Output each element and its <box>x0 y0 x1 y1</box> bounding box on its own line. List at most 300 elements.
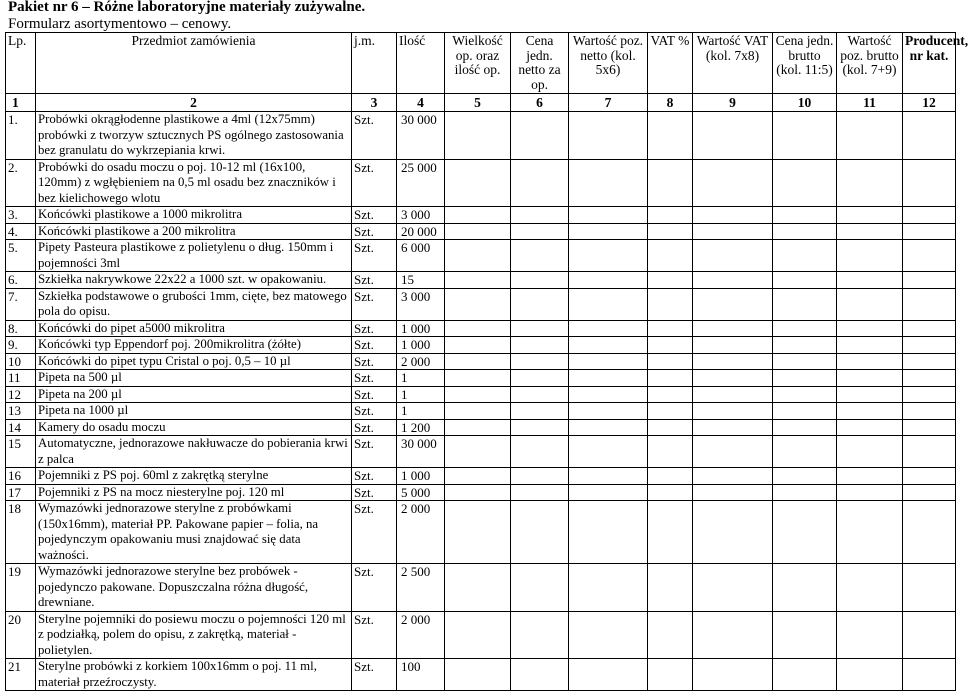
net-value-cell <box>569 223 648 240</box>
column-number: 3 <box>352 94 397 112</box>
item-description: Końcówki do pipet typu Cristal o poj. 0,5 – 10 µl <box>36 353 352 370</box>
net-value-cell <box>569 337 648 354</box>
row-number: 19 <box>6 564 36 612</box>
package-size-cell <box>445 419 511 436</box>
row-number: 1. <box>6 112 36 160</box>
package-size-cell <box>445 611 511 659</box>
row-number: 21 <box>6 659 36 691</box>
vat-value-cell <box>693 207 773 224</box>
gross-value-cell <box>837 501 903 564</box>
unit-of-measure: Szt. <box>352 112 397 160</box>
net-value-cell <box>569 403 648 420</box>
producer-cell <box>903 112 956 160</box>
producer-cell <box>903 207 956 224</box>
row-number: 12 <box>6 386 36 403</box>
package-size-cell <box>445 240 511 272</box>
table-row <box>6 659 956 691</box>
item-description: Automatyczne, jednorazowe nakłuwacze do pobierania krwi z palca <box>36 436 352 468</box>
row-number: 3. <box>6 207 36 224</box>
unit-of-measure: Szt. <box>352 337 397 354</box>
gross-value-cell <box>837 207 903 224</box>
package-size-cell <box>445 320 511 337</box>
gross-value-cell <box>837 659 903 691</box>
unit-gross-price-cell <box>773 159 837 207</box>
gross-value-cell <box>837 564 903 612</box>
unit-net-price-cell <box>511 320 569 337</box>
producer-cell <box>903 436 956 468</box>
producer-cell <box>903 484 956 501</box>
producer-cell <box>903 337 956 354</box>
table-row <box>6 159 956 207</box>
gross-value-cell <box>837 288 903 320</box>
table-row <box>6 611 956 659</box>
item-description: Pipeta na 1000 µl <box>36 403 352 420</box>
package-size-cell <box>445 337 511 354</box>
vat-rate-cell <box>648 288 693 320</box>
quantity: 1 200 <box>397 419 445 436</box>
row-number: 8. <box>6 320 36 337</box>
unit-net-price-cell <box>511 564 569 612</box>
header-quantity: Ilość <box>397 33 445 94</box>
item-description: Końcówki plastikowe a 1000 mikrolitra <box>36 207 352 224</box>
table-row <box>6 386 956 403</box>
column-number: 4 <box>397 94 445 112</box>
vat-rate-cell <box>648 112 693 160</box>
vat-rate-cell <box>648 207 693 224</box>
package-size-cell <box>445 272 511 289</box>
quantity: 2 500 <box>397 564 445 612</box>
quantity: 30 000 <box>397 436 445 468</box>
net-value-cell <box>569 419 648 436</box>
header-vat-value: Wartość VAT (kol. 7x8) <box>693 33 773 94</box>
gross-value-cell <box>837 419 903 436</box>
item-description: Probówki okrągłodenne plastikowe a 4ml (12x75mm) probówki z tworzyw sztucznych PS ogólnego zastosowania bez granulatu do wykrzepiania krwi. <box>36 112 352 160</box>
unit-net-price-cell <box>511 337 569 354</box>
row-number: 2. <box>6 159 36 207</box>
item-description: Kamery do osadu moczu <box>36 419 352 436</box>
unit-of-measure: Szt. <box>352 419 397 436</box>
unit-gross-price-cell <box>773 564 837 612</box>
gross-value-cell <box>837 337 903 354</box>
item-description: Probówki do osadu moczu o poj. 10-12 ml (16x100, 120mm) z wgłębieniem na 0,5 ml osadu bez znaczników i bez kielichowego wlotu <box>36 159 352 207</box>
item-description: Wymazówki jednorazowe sterylne z probówkami (150x16mm), materiał PP. Pakowane papier – folia, na pojedynczym opakowaniu musi znajdować się data ważności. <box>36 501 352 564</box>
item-description: Sterylne pojemniki do posiewu moczu o pojemności 120 ml z podziałką, polem do opisu, z zakrętką, materiał - polietylen. <box>36 611 352 659</box>
unit-gross-price-cell <box>773 353 837 370</box>
header-lp: Lp. <box>6 33 36 94</box>
item-description: Pipeta na 500 µl <box>36 370 352 387</box>
unit-gross-price-cell <box>773 288 837 320</box>
unit-gross-price-cell <box>773 272 837 289</box>
table-row <box>6 419 956 436</box>
vat-value-cell <box>693 112 773 160</box>
item-description: Pojemniki z PS na mocz niesterylne poj. 120 ml <box>36 484 352 501</box>
unit-net-price-cell <box>511 403 569 420</box>
column-number: 1 <box>6 94 36 112</box>
unit-gross-price-cell <box>773 320 837 337</box>
unit-of-measure: Szt. <box>352 403 397 420</box>
producer-cell <box>903 240 956 272</box>
table-row <box>6 403 956 420</box>
vat-value-cell <box>693 419 773 436</box>
unit-of-measure: Szt. <box>352 320 397 337</box>
unit-of-measure: Szt. <box>352 468 397 485</box>
producer-cell <box>903 564 956 612</box>
net-value-cell <box>569 320 648 337</box>
column-numbers-row <box>6 94 956 112</box>
table-row <box>6 468 956 485</box>
producer-cell <box>903 320 956 337</box>
gross-value-cell <box>837 370 903 387</box>
package-size-cell <box>445 353 511 370</box>
header-vat-rate: VAT % <box>648 33 693 94</box>
quantity: 15 <box>397 272 445 289</box>
unit-gross-price-cell <box>773 484 837 501</box>
vat-value-cell <box>693 223 773 240</box>
producer-cell <box>903 370 956 387</box>
unit-net-price-cell <box>511 112 569 160</box>
vat-rate-cell <box>648 353 693 370</box>
vat-value-cell <box>693 353 773 370</box>
table-row <box>6 337 956 354</box>
column-number: 9 <box>693 94 773 112</box>
price-form-table <box>5 32 968 691</box>
vat-rate-cell <box>648 501 693 564</box>
unit-of-measure: Szt. <box>352 223 397 240</box>
gross-value-cell <box>837 223 903 240</box>
producer-cell <box>903 288 956 320</box>
producer-cell <box>903 403 956 420</box>
package-size-cell <box>445 112 511 160</box>
table-row <box>6 320 956 337</box>
table-row <box>6 288 956 320</box>
package-size-cell <box>445 370 511 387</box>
table-row <box>6 436 956 468</box>
package-size-cell <box>445 659 511 691</box>
unit-net-price-cell <box>511 436 569 468</box>
vat-value-cell <box>693 159 773 207</box>
quantity: 2 000 <box>397 501 445 564</box>
quantity: 20 000 <box>397 223 445 240</box>
unit-gross-price-cell <box>773 501 837 564</box>
package-size-cell <box>445 564 511 612</box>
table-row <box>6 353 956 370</box>
quantity: 30 000 <box>397 112 445 160</box>
quantity: 1 000 <box>397 337 445 354</box>
vat-rate-cell <box>648 272 693 289</box>
unit-of-measure: Szt. <box>352 611 397 659</box>
package-size-cell <box>445 159 511 207</box>
unit-net-price-cell <box>511 484 569 501</box>
item-description: Wymazówki jednorazowe sterylne bez probówek - pojedynczo pakowane. Dopuszczalna różna długość, drewniane. <box>36 564 352 612</box>
row-number: 10 <box>6 353 36 370</box>
package-size-cell <box>445 436 511 468</box>
unit-net-price-cell <box>511 207 569 224</box>
net-value-cell <box>569 288 648 320</box>
row-number: 13 <box>6 403 36 420</box>
vat-value-cell <box>693 564 773 612</box>
table-row <box>6 207 956 224</box>
unit-of-measure: Szt. <box>352 288 397 320</box>
unit-of-measure: Szt. <box>352 386 397 403</box>
vat-rate-cell <box>648 419 693 436</box>
package-size-cell <box>445 484 511 501</box>
quantity: 25 000 <box>397 159 445 207</box>
table-row <box>6 484 956 501</box>
table-row <box>6 564 956 612</box>
gross-value-cell <box>837 272 903 289</box>
vat-rate-cell <box>648 159 693 207</box>
producer-cell <box>903 223 956 240</box>
column-number: 5 <box>445 94 511 112</box>
unit-gross-price-cell <box>773 223 837 240</box>
net-value-cell <box>569 611 648 659</box>
row-number: 5. <box>6 240 36 272</box>
vat-value-cell <box>693 611 773 659</box>
quantity: 1 <box>397 403 445 420</box>
producer-cell <box>903 353 956 370</box>
unit-of-measure: Szt. <box>352 564 397 612</box>
package-size-cell <box>445 288 511 320</box>
unit-of-measure: Szt. <box>352 484 397 501</box>
vat-value-cell <box>693 484 773 501</box>
column-number: 11 <box>837 94 903 112</box>
unit-of-measure: Szt. <box>352 501 397 564</box>
quantity: 6 000 <box>397 240 445 272</box>
header-net-value: Wartość poz. netto (kol. 5x6) <box>569 33 648 94</box>
vat-rate-cell <box>648 468 693 485</box>
table-row <box>6 223 956 240</box>
unit-of-measure: Szt. <box>352 272 397 289</box>
gross-value-cell <box>837 240 903 272</box>
vat-value-cell <box>693 386 773 403</box>
vat-rate-cell <box>648 370 693 387</box>
net-value-cell <box>569 386 648 403</box>
package-size-cell <box>445 223 511 240</box>
unit-gross-price-cell <box>773 468 837 485</box>
package-size-cell <box>445 386 511 403</box>
item-description: Szkiełka podstawowe o grubości 1mm, cięte, bez matowego pola do opisu. <box>36 288 352 320</box>
header-row <box>6 33 956 94</box>
vat-rate-cell <box>648 659 693 691</box>
unit-of-measure: Szt. <box>352 207 397 224</box>
vat-value-cell <box>693 288 773 320</box>
unit-gross-price-cell <box>773 403 837 420</box>
unit-net-price-cell <box>511 419 569 436</box>
unit-of-measure: Szt. <box>352 240 397 272</box>
gross-value-cell <box>837 159 903 207</box>
unit-gross-price-cell <box>773 240 837 272</box>
package-size-cell <box>445 207 511 224</box>
header-item: Przedmiot zamówienia <box>36 33 352 94</box>
vat-value-cell <box>693 272 773 289</box>
header-package-size: Wielkość op. oraz ilość op. <box>445 33 511 94</box>
row-number: 11 <box>6 370 36 387</box>
gross-value-cell <box>837 403 903 420</box>
net-value-cell <box>569 207 648 224</box>
quantity: 1 <box>397 370 445 387</box>
vat-rate-cell <box>648 386 693 403</box>
vat-value-cell <box>693 468 773 485</box>
vat-rate-cell <box>648 484 693 501</box>
quantity: 1 000 <box>397 320 445 337</box>
quantity: 2 000 <box>397 611 445 659</box>
net-value-cell <box>569 484 648 501</box>
unit-of-measure: Szt. <box>352 659 397 691</box>
producer-cell <box>903 419 956 436</box>
net-value-cell <box>569 240 648 272</box>
producer-cell <box>903 659 956 691</box>
row-number: 17 <box>6 484 36 501</box>
item-description: Końcówki typ Eppendorf poj. 200mikrolitra (żółte) <box>36 337 352 354</box>
row-number: 18 <box>6 501 36 564</box>
producer-cell <box>903 501 956 564</box>
column-number: 2 <box>36 94 352 112</box>
unit-gross-price-cell <box>773 207 837 224</box>
unit-net-price-cell <box>511 288 569 320</box>
quantity: 5 000 <box>397 484 445 501</box>
unit-gross-price-cell <box>773 337 837 354</box>
item-description: Końcówki plastikowe a 200 mikrolitra <box>36 223 352 240</box>
row-number: 16 <box>6 468 36 485</box>
vat-value-cell <box>693 337 773 354</box>
unit-net-price-cell <box>511 386 569 403</box>
quantity: 3 000 <box>397 288 445 320</box>
vat-rate-cell <box>648 223 693 240</box>
producer-cell <box>903 159 956 207</box>
net-value-cell <box>569 564 648 612</box>
header-gross-value: Wartość poz. brutto (kol. 7+9) <box>837 33 903 94</box>
gross-value-cell <box>837 112 903 160</box>
vat-value-cell <box>693 659 773 691</box>
gross-value-cell <box>837 436 903 468</box>
unit-of-measure: Szt. <box>352 159 397 207</box>
package-size-cell <box>445 501 511 564</box>
vat-rate-cell <box>648 403 693 420</box>
header-unit-net-price: Cena jedn. netto za op. <box>511 33 569 94</box>
document-subtitle: Formularz asortymentowo – cenowy. <box>8 16 232 32</box>
net-value-cell <box>569 159 648 207</box>
header-producer: Producent, nr kat. <box>903 33 956 94</box>
row-number: 20 <box>6 611 36 659</box>
gross-value-cell <box>837 611 903 659</box>
net-value-cell <box>569 272 648 289</box>
vat-rate-cell <box>648 436 693 468</box>
unit-gross-price-cell <box>773 436 837 468</box>
item-description: Końcówki do pipet a5000 mikrolitra <box>36 320 352 337</box>
header-unit-gross-price: Cena jedn. brutto (kol. 11:5) <box>773 33 837 94</box>
item-description: Sterylne probówki z korkiem 100x16mm o poj. 11 ml, materiał przeźroczysty. <box>36 659 352 691</box>
row-number: 14 <box>6 419 36 436</box>
gross-value-cell <box>837 468 903 485</box>
producer-cell <box>903 468 956 485</box>
column-number: 10 <box>773 94 837 112</box>
unit-of-measure: Szt. <box>352 353 397 370</box>
column-number: 6 <box>511 94 569 112</box>
unit-net-price-cell <box>511 468 569 485</box>
producer-cell <box>903 272 956 289</box>
row-number: 6. <box>6 272 36 289</box>
net-value-cell <box>569 112 648 160</box>
package-size-cell <box>445 403 511 420</box>
unit-gross-price-cell <box>773 370 837 387</box>
quantity: 1 <box>397 386 445 403</box>
item-description: Pipety Pasteura plastikowe z polietylenu o dług. 150mm i pojemności 3ml <box>36 240 352 272</box>
quantity: 1 000 <box>397 468 445 485</box>
row-number: 15 <box>6 436 36 468</box>
unit-net-price-cell <box>511 159 569 207</box>
gross-value-cell <box>837 320 903 337</box>
unit-of-measure: Szt. <box>352 370 397 387</box>
quantity: 2 000 <box>397 353 445 370</box>
unit-net-price-cell <box>511 659 569 691</box>
producer-cell <box>903 386 956 403</box>
vat-rate-cell <box>648 611 693 659</box>
net-value-cell <box>569 436 648 468</box>
quantity: 3 000 <box>397 207 445 224</box>
vat-value-cell <box>693 370 773 387</box>
gross-value-cell <box>837 484 903 501</box>
table-row <box>6 272 956 289</box>
unit-net-price-cell <box>511 272 569 289</box>
column-number: 7 <box>569 94 648 112</box>
table-row <box>6 501 956 564</box>
unit-net-price-cell <box>511 223 569 240</box>
item-description: Szkiełka nakrywkowe 22x22 a 1000 szt. w opakowaniu. <box>36 272 352 289</box>
unit-gross-price-cell <box>773 112 837 160</box>
package-size-cell <box>445 468 511 485</box>
unit-gross-price-cell <box>773 659 837 691</box>
net-value-cell <box>569 353 648 370</box>
unit-net-price-cell <box>511 370 569 387</box>
vat-value-cell <box>693 501 773 564</box>
column-number: 12 <box>903 94 956 112</box>
gross-value-cell <box>837 353 903 370</box>
unit-net-price-cell <box>511 353 569 370</box>
net-value-cell <box>569 501 648 564</box>
unit-gross-price-cell <box>773 419 837 436</box>
gross-value-cell <box>837 386 903 403</box>
table-row <box>6 370 956 387</box>
unit-net-price-cell <box>511 501 569 564</box>
unit-net-price-cell <box>511 611 569 659</box>
net-value-cell <box>569 468 648 485</box>
net-value-cell <box>569 659 648 691</box>
item-description: Pojemniki z PS poj. 60ml z zakrętką sterylne <box>36 468 352 485</box>
header-unit: j.m. <box>352 33 397 94</box>
unit-gross-price-cell <box>773 386 837 403</box>
vat-value-cell <box>693 436 773 468</box>
unit-of-measure: Szt. <box>352 436 397 468</box>
table-row <box>6 240 956 272</box>
vat-value-cell <box>693 240 773 272</box>
item-description: Pipeta na 200 µl <box>36 386 352 403</box>
quantity: 100 <box>397 659 445 691</box>
row-number: 9. <box>6 337 36 354</box>
net-value-cell <box>569 370 648 387</box>
unit-net-price-cell <box>511 240 569 272</box>
vat-value-cell <box>693 320 773 337</box>
row-number: 7. <box>6 288 36 320</box>
vat-rate-cell <box>648 320 693 337</box>
unit-gross-price-cell <box>773 611 837 659</box>
table-row <box>6 112 956 160</box>
document-title: Pakiet nr 6 – Różne laboratoryjne materiały zużywalne. <box>8 0 366 15</box>
producer-cell <box>903 611 956 659</box>
vat-rate-cell <box>648 240 693 272</box>
vat-rate-cell <box>648 337 693 354</box>
vat-rate-cell <box>648 564 693 612</box>
row-number: 4. <box>6 223 36 240</box>
